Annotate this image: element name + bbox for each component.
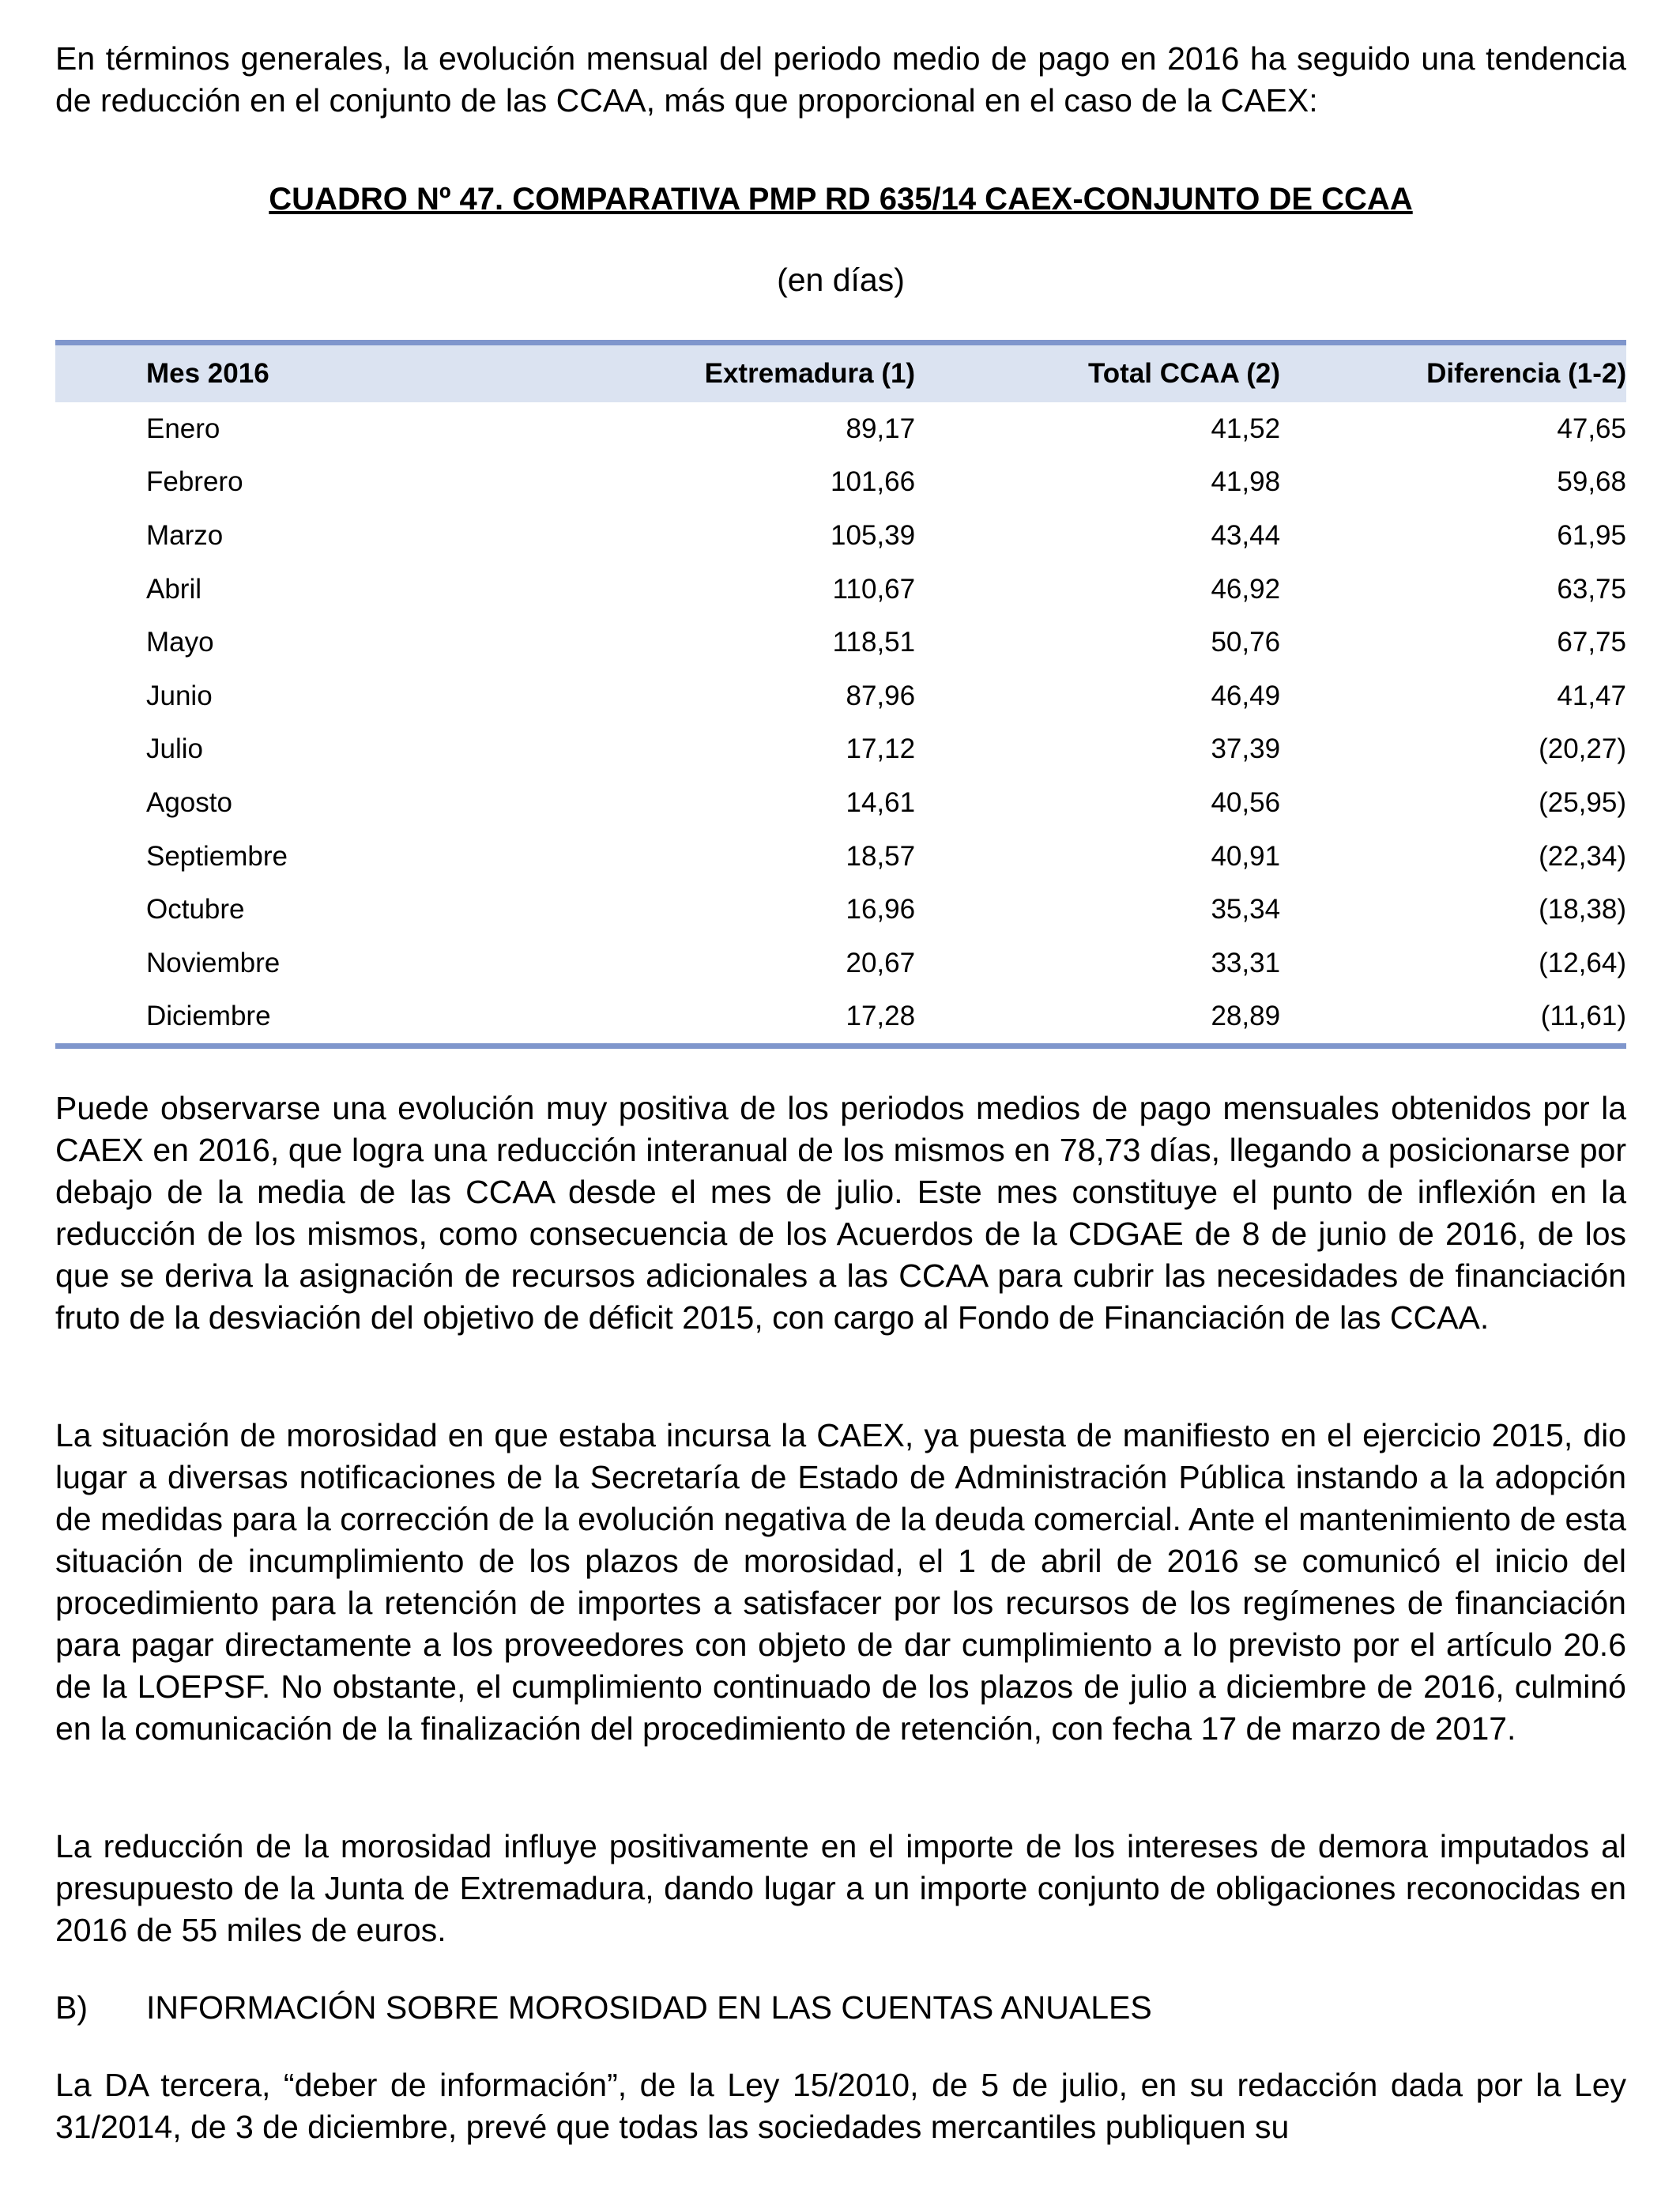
cell-total-ccaa: 41,52 [1211, 413, 1281, 444]
section-heading-b [55, 1987, 1626, 2029]
cell-month: Enero [146, 413, 220, 444]
table-title: CUADRO Nº 47. COMPARATIVA PMP RD 635/14 CAEX-CONJUNTO DE CCAA [269, 182, 1413, 217]
cell-total-ccaa: 40,56 [1211, 786, 1281, 818]
cell-total-ccaa: 46,92 [1211, 573, 1281, 605]
paragraph-da-tercera: La DA tercera, “deber de información”, de la Ley 15/2010, de 5 de julio, en su redacción dada por la Ley 31/2014, de 3 de diciembre, prevé que todas las sociedades mercantiles publiquen su [55, 2067, 1626, 2145]
table-body [55, 402, 1626, 1046]
cell-difference: 67,75 [1557, 627, 1626, 658]
table-row [55, 776, 1626, 830]
cell-total-ccaa: 40,91 [1211, 840, 1281, 872]
section-letter: B) [55, 1989, 88, 2026]
cell-extremadura: 17,12 [846, 733, 916, 765]
cell-extremadura: 16,96 [846, 894, 916, 925]
cell-month: Marzo [146, 519, 224, 551]
cell-extremadura: 20,67 [846, 947, 916, 978]
cell-total-ccaa: 33,31 [1211, 947, 1281, 978]
cell-extremadura: 110,67 [832, 573, 916, 605]
section-heading-text: INFORMACIÓN SOBRE MOROSIDAD EN LAS CUENTAS ANUALES [146, 1989, 1152, 2026]
paragraph-morosity: La situación de morosidad en que estaba incursa la CAEX, ya puesta de manifiesto en el ejercicio 2015, dio lugar a diversas notificaciones de la Secretaría de Estado de Administración Pública instando a la adopción de medidas para la corrección de la evolución negativa de la deuda comercial. Ante el mantenimiento de esta situación de incumplimiento de los plazos de morosidad, el 1 de abril de 2016 se comunicó el inicio del procedimiento para la retención de importes a satisfacer por los recursos de los regímenes de financiación para pagar directamente a los proveedores con objeto de dar cumplimiento a lo previsto por el artículo 20.6 de la LOEPSF. No obstante, el cumplimiento continuado de los plazos de julio a diciembre de 2016, culminó en la comunicación de la finalización del procedimiento de retención, con fecha 17 de marzo de 2017. [55, 1417, 1626, 1747]
table-header-row [55, 343, 1626, 403]
cell-month: Diciembre [55, 990, 638, 1046]
cell-extremadura: 89,17 [846, 413, 916, 444]
table-row [55, 456, 1626, 510]
cell-extremadura: 18,57 [846, 840, 916, 872]
table-row [55, 509, 1626, 563]
cell-difference: (22,34) [1539, 840, 1626, 872]
cell-month: Octubre [146, 894, 245, 925]
cell-month: Junio [146, 680, 213, 711]
cell-difference: 41,47 [1557, 680, 1626, 711]
cell-extremadura: 101,66 [831, 466, 916, 498]
table-row [55, 883, 1626, 937]
table-row [55, 563, 1626, 616]
data-table [55, 340, 1626, 1049]
cell-extremadura: 14,61 [846, 786, 916, 818]
table-row [55, 669, 1626, 723]
cell-total-ccaa: 35,34 [1211, 894, 1281, 925]
cell-difference: 63,75 [1557, 573, 1626, 605]
paragraph-evolution: Puede observarse una evolución muy positiva de los periodos medios de pago mensuales obtenidos por la CAEX en 2016, que logra una reducción interanual de los mismos en 78,73 días, llegando a posicionarse por debajo de la media de las CCAA desde el mes de julio. Este mes constituye el punto de inflexión en la reducción de los mismos, como consecuencia de los Acuerdos de la CDGAE de 8 de junio de 2016, de los que se deriva la asignación de recursos adicionales a las CCAA para cubrir las necesidades de financiación fruto de la desviación del objetivo de déficit 2015, con cargo al Fondo de Financiación de las CCAA. [55, 1090, 1626, 1336]
header-extremadura: Extremadura (1) [638, 343, 915, 403]
cell-extremadura: 105,39 [831, 519, 916, 551]
header-difference: Diferencia (1-2) [1280, 343, 1626, 403]
header-month: Mes 2016 [55, 343, 638, 403]
cell-month: Julio [146, 733, 203, 765]
cell-month: Agosto [146, 786, 232, 818]
table-row [55, 990, 1626, 1046]
cell-total-ccaa: 41,98 [1211, 466, 1281, 498]
cell-total-ccaa: 28,89 [915, 990, 1280, 1046]
cell-month: Mayo [146, 627, 214, 658]
cell-difference: (20,27) [1539, 733, 1626, 765]
paragraph-interest: La reducción de la morosidad influye positivamente en el importe de los intereses de demora imputados al presupuesto de la Junta de Extremadura, dando lugar a un importe conjunto de obligaciones reconocidas en 2016 de 55 miles de euros. [55, 1828, 1626, 1948]
table-row [55, 402, 1626, 456]
cell-month: Septiembre [146, 840, 288, 872]
table-row [55, 616, 1626, 669]
pmp-comparison-table [55, 340, 1626, 1049]
cell-extremadura: 87,96 [846, 680, 916, 711]
table-row [55, 937, 1626, 990]
cell-difference: 59,68 [1557, 466, 1626, 498]
cell-difference: (18,38) [1539, 894, 1626, 925]
cell-total-ccaa: 46,49 [1211, 680, 1281, 711]
cell-difference: 47,65 [1557, 413, 1626, 444]
cell-difference: (25,95) [1539, 786, 1626, 818]
table-row [55, 723, 1626, 777]
cell-month: Febrero [146, 466, 243, 498]
cell-difference: 61,95 [1557, 519, 1626, 551]
header-total-ccaa: Total CCAA (2) [915, 343, 1280, 403]
cell-difference: (11,61) [1280, 990, 1626, 1046]
table-subtitle: (en días) [777, 262, 905, 298]
cell-total-ccaa: 50,76 [1211, 627, 1281, 658]
cell-extremadura: 17,28 [638, 990, 915, 1046]
cell-total-ccaa: 43,44 [1211, 519, 1281, 551]
cell-total-ccaa: 37,39 [1211, 733, 1281, 765]
cell-difference: (12,64) [1539, 947, 1626, 978]
intro-paragraph: En términos generales, la evolución mensual del periodo medio de pago en 2016 ha seguido una tendencia de reducción en el conjunto de las CCAA, más que proporcional en el caso de la CAEX: [55, 40, 1626, 119]
cell-extremadura: 118,51 [832, 627, 916, 658]
table-row [55, 830, 1626, 884]
cell-month: Noviembre [146, 947, 281, 978]
cell-month: Abril [146, 573, 202, 605]
